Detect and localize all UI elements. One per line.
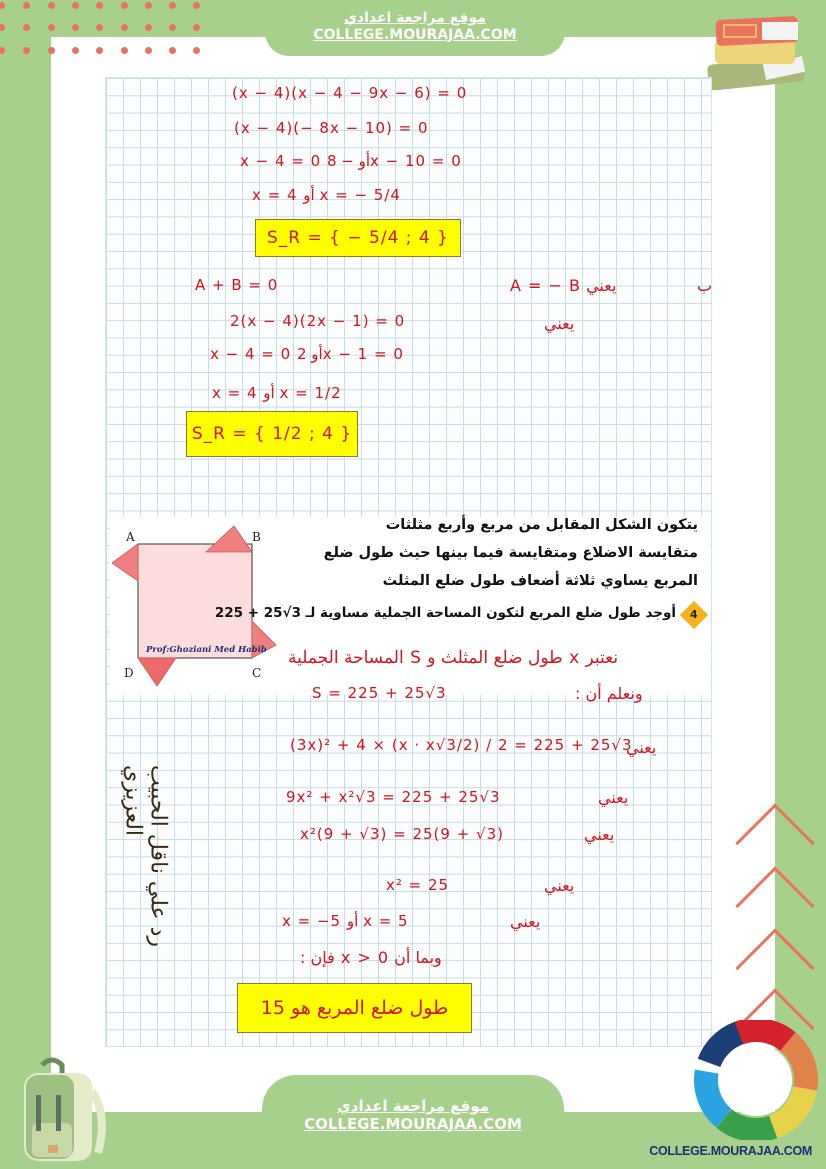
statement-line: يتكون الشكل المقابل من مربع وأربع مثلثات (385, 517, 698, 533)
solution-intro: نعتبر x طول ضلع المثلث و S المساحة الجملية (288, 648, 619, 668)
college-logo-icon[interactable] (694, 1020, 818, 1140)
connector-text: يعني (626, 738, 657, 757)
figure-credit: Prof:Ghoziani Med Habib (146, 645, 267, 655)
final-answer-box: طول ضلع المربع هو 15 (237, 983, 472, 1033)
header-site-tab[interactable] (265, 0, 565, 56)
equation-line: x²(9 + √3) = 25(9 + √3) (300, 825, 504, 843)
header-site-name: موقع مراجعة اعدادي (344, 10, 486, 26)
equation-line: S = 225 + 25√3 (312, 684, 447, 702)
result-box: S_R = { 1/2 ; 4 } (186, 411, 358, 457)
statement-line: المربع يساوي ثلاثة أضعاف طول ضلع المثلث (382, 573, 698, 589)
connector-text: يعني (544, 314, 575, 333)
equation-line: x² = 25 (386, 876, 450, 894)
equation-line: x = 4 أو x = − 5/4 (252, 186, 401, 204)
vertex-b-label: B (252, 530, 261, 544)
equation-line: A + B = 0 (195, 276, 279, 294)
question-text: أوجد طول ضلع المربع لتكون المساحة الجملية مساوية لـ 3√25 + 225 (214, 605, 676, 621)
equation-line: x − 4 = 0 أو 2x − 1 = 0 (210, 345, 404, 363)
author-signature: رد علي ناقل الحبيب العزيزي (120, 765, 171, 948)
vertex-d-label: D (124, 666, 134, 680)
footer-site-name: موقع مراجعة اعدادي (337, 1097, 489, 1115)
logo-caption[interactable]: COLLEGE.MOURAJAA.COM (649, 1144, 812, 1158)
equation-line: 9x² + x²√3 = 225 + 25√3 (286, 788, 501, 806)
equation-line: x − 4 = 0 أو − 8x − 10 = 0 (240, 152, 462, 170)
connector-text: يعني (510, 912, 541, 931)
backpack-icon (12, 1055, 112, 1165)
equation-line: x = 4 أو x = 1/2 (212, 384, 342, 402)
exercise-statement (110, 517, 710, 695)
connector-text: يعني (544, 876, 575, 895)
solution-text: وبما أن x > 0 فإن : (300, 948, 442, 967)
part-label: ب (697, 276, 713, 295)
equation-line: x = −5 أو x = 5 (282, 912, 409, 930)
footer-site-url[interactable]: COLLEGE.MOURAJAA.COM (304, 1115, 522, 1133)
vertex-c-label: C (252, 666, 262, 680)
decorative-chevrons (735, 790, 825, 1030)
books-icon (700, 8, 818, 90)
vertex-a-label: A (126, 530, 135, 544)
equation-line: 2(x − 4)(2x − 1) = 0 (230, 312, 406, 330)
decorative-dots (0, 0, 210, 55)
equation-line: يعني A = − B (510, 276, 617, 295)
connector-text: يعني (598, 788, 629, 807)
equation-line: (x − 4)(− 8x − 10) = 0 (234, 119, 429, 137)
header-site-url[interactable]: COLLEGE.MOURAJAA.COM (313, 26, 517, 43)
equation-line: (x − 4)(x − 4 − 9x − 6) = 0 (232, 84, 468, 102)
question-number: 4 (690, 608, 698, 621)
footer-site-tab[interactable] (262, 1075, 564, 1169)
equation-line: (3x)² + 4 × (x · x√3/2) / 2 = 225 + 25√3 (290, 736, 633, 754)
statement-line: متقايسة الاضلاع ومتقايسة فيما بينها حيث طول ضلع (323, 545, 698, 561)
connector-text: يعني (584, 825, 615, 844)
result-box: S_R = { − 5/4 ; 4 } (255, 219, 461, 257)
solution-text: ونعلم أن : (575, 684, 643, 703)
